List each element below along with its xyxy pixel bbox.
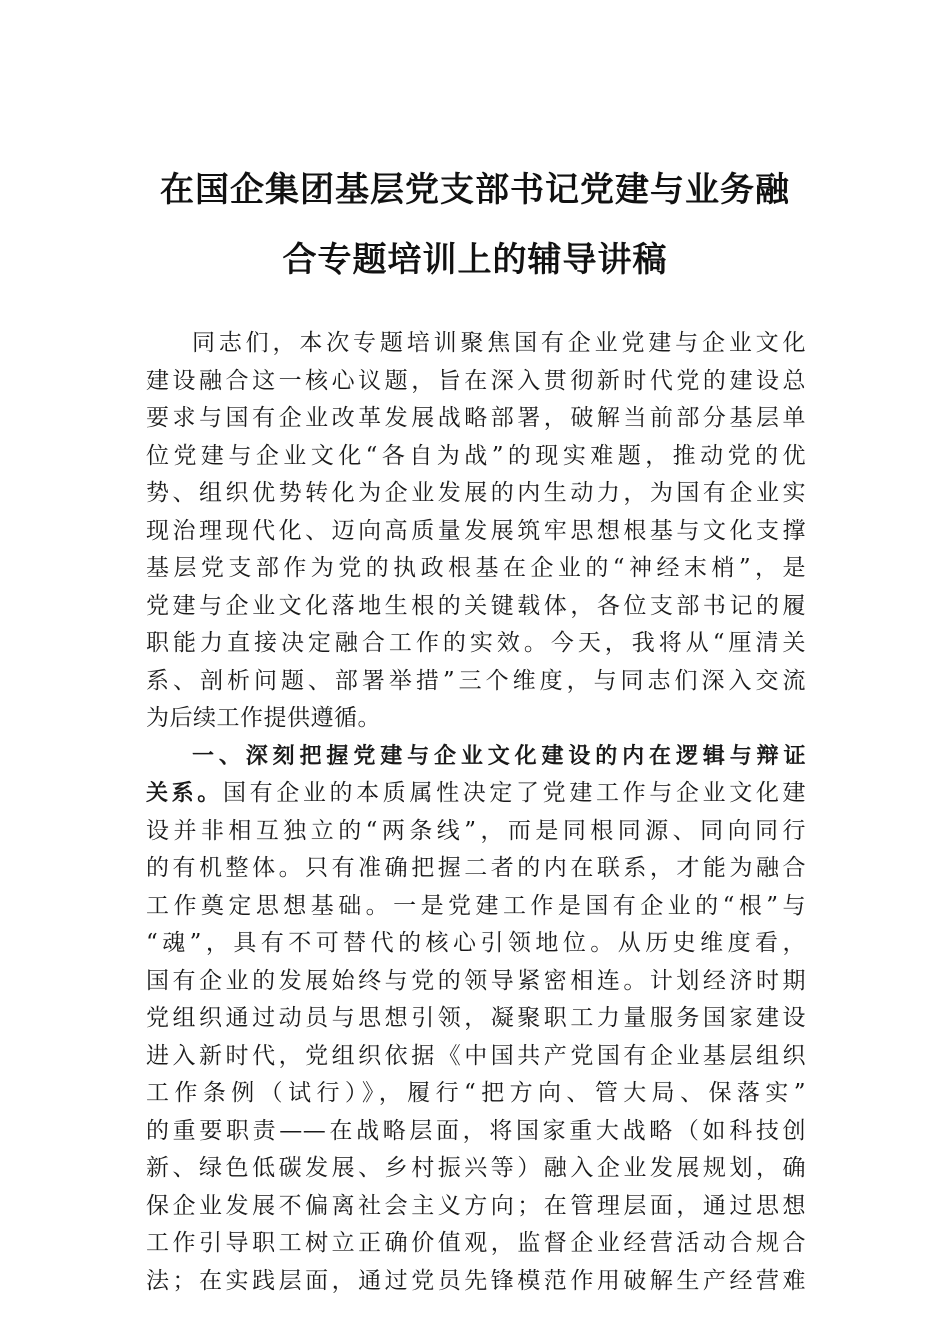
paragraph-text: 国有企业的本质属性决定了党建工作与企业文化建 <box>222 780 806 806</box>
document-body <box>146 325 806 1300</box>
paragraph-line: 设并非相互独立的“两条线”，而是同根同源、同向同行 <box>146 817 806 844</box>
paragraph-line: 新、绿色低碳发展、乡村振兴等）融入企业发展规划，确 <box>146 1155 806 1181</box>
paragraph-line: 法；在实践层面，通过党员先锋模范作用破解生产经营难 <box>146 1267 806 1294</box>
section-heading-end: 关系。 <box>146 781 223 806</box>
paragraph-line: 党组织通过动员与思想引领，凝聚职工力量服务国家建设 <box>146 1005 806 1031</box>
paragraph-line: 工作条例（试行）》，履行“把方向、管大局、保落实” <box>146 1080 806 1106</box>
paragraph-line: 要求与国有企业改革发展战略部署，破解当前部分基层单 <box>146 405 806 431</box>
paragraph-line: 同志们，本次专题培训聚焦国有企业党建与企业文化 <box>192 330 806 356</box>
section-heading-continuation <box>146 775 806 813</box>
paragraph-line: 党建与企业文化落地生根的关键载体，各位支部书记的履 <box>146 592 806 619</box>
paragraph-line: 工作奠定思想基础。一是党建工作是国有企业的“根”与 <box>146 892 806 919</box>
paragraph-line: 的有机整体。只有准确把握二者的内在联系，才能为融合 <box>146 855 806 881</box>
paragraph-line: 现治理现代化、迈向高质量发展筑牢思想根基与文化支撑 <box>146 517 806 544</box>
document-title-line-2: 合专题培训上的辅导讲稿 <box>282 240 668 280</box>
paragraph-line: 进入新时代，党组织依据《中国共产党国有企业基层组织 <box>146 1042 806 1069</box>
document-title-line-1: 在国企集团基层党支部书记党建与业务融 <box>160 170 790 210</box>
paragraph-line: 保企业发展不偏离社会主义方向；在管理层面，通过思想 <box>146 1192 806 1219</box>
paragraph-line: 位党建与企业文化“各自为战”的现实难题，推动党的优 <box>146 442 806 469</box>
paragraph-line: 系、剖析问题、部署举措”三个维度，与同志们深入交流 <box>146 667 806 694</box>
paragraph-line: 的重要职责——在战略层面，将国家重大战略（如科技创 <box>146 1117 806 1144</box>
paragraph-line: 工作引导职工树立正确价值观，监督企业经营活动合规合 <box>146 1230 806 1256</box>
paragraph-line: 国有企业的发展始终与党的领导紧密相连。计划经济时期 <box>146 967 806 994</box>
section-heading: 一、深刻把握党建与企业文化建设的内在逻辑与辩证 <box>192 743 806 769</box>
paragraph-line: 建设融合这一核心议题，旨在深入贯彻新时代党的建设总 <box>146 367 806 394</box>
paragraph-line: “魂”，具有不可替代的核心引领地位。从历史维度看， <box>146 930 806 956</box>
paragraph-line: 为后续工作提供遵循。 <box>146 705 381 731</box>
paragraph-line: 势、组织优势转化为企业发展的内生动力，为国有企业实 <box>146 480 806 506</box>
paragraph-line: 职能力直接决定融合工作的实效。今天，我将从“厘清关 <box>146 630 806 656</box>
paragraph-line: 基层党支部作为党的执政根基在企业的“神经末梢”，是 <box>146 555 806 581</box>
